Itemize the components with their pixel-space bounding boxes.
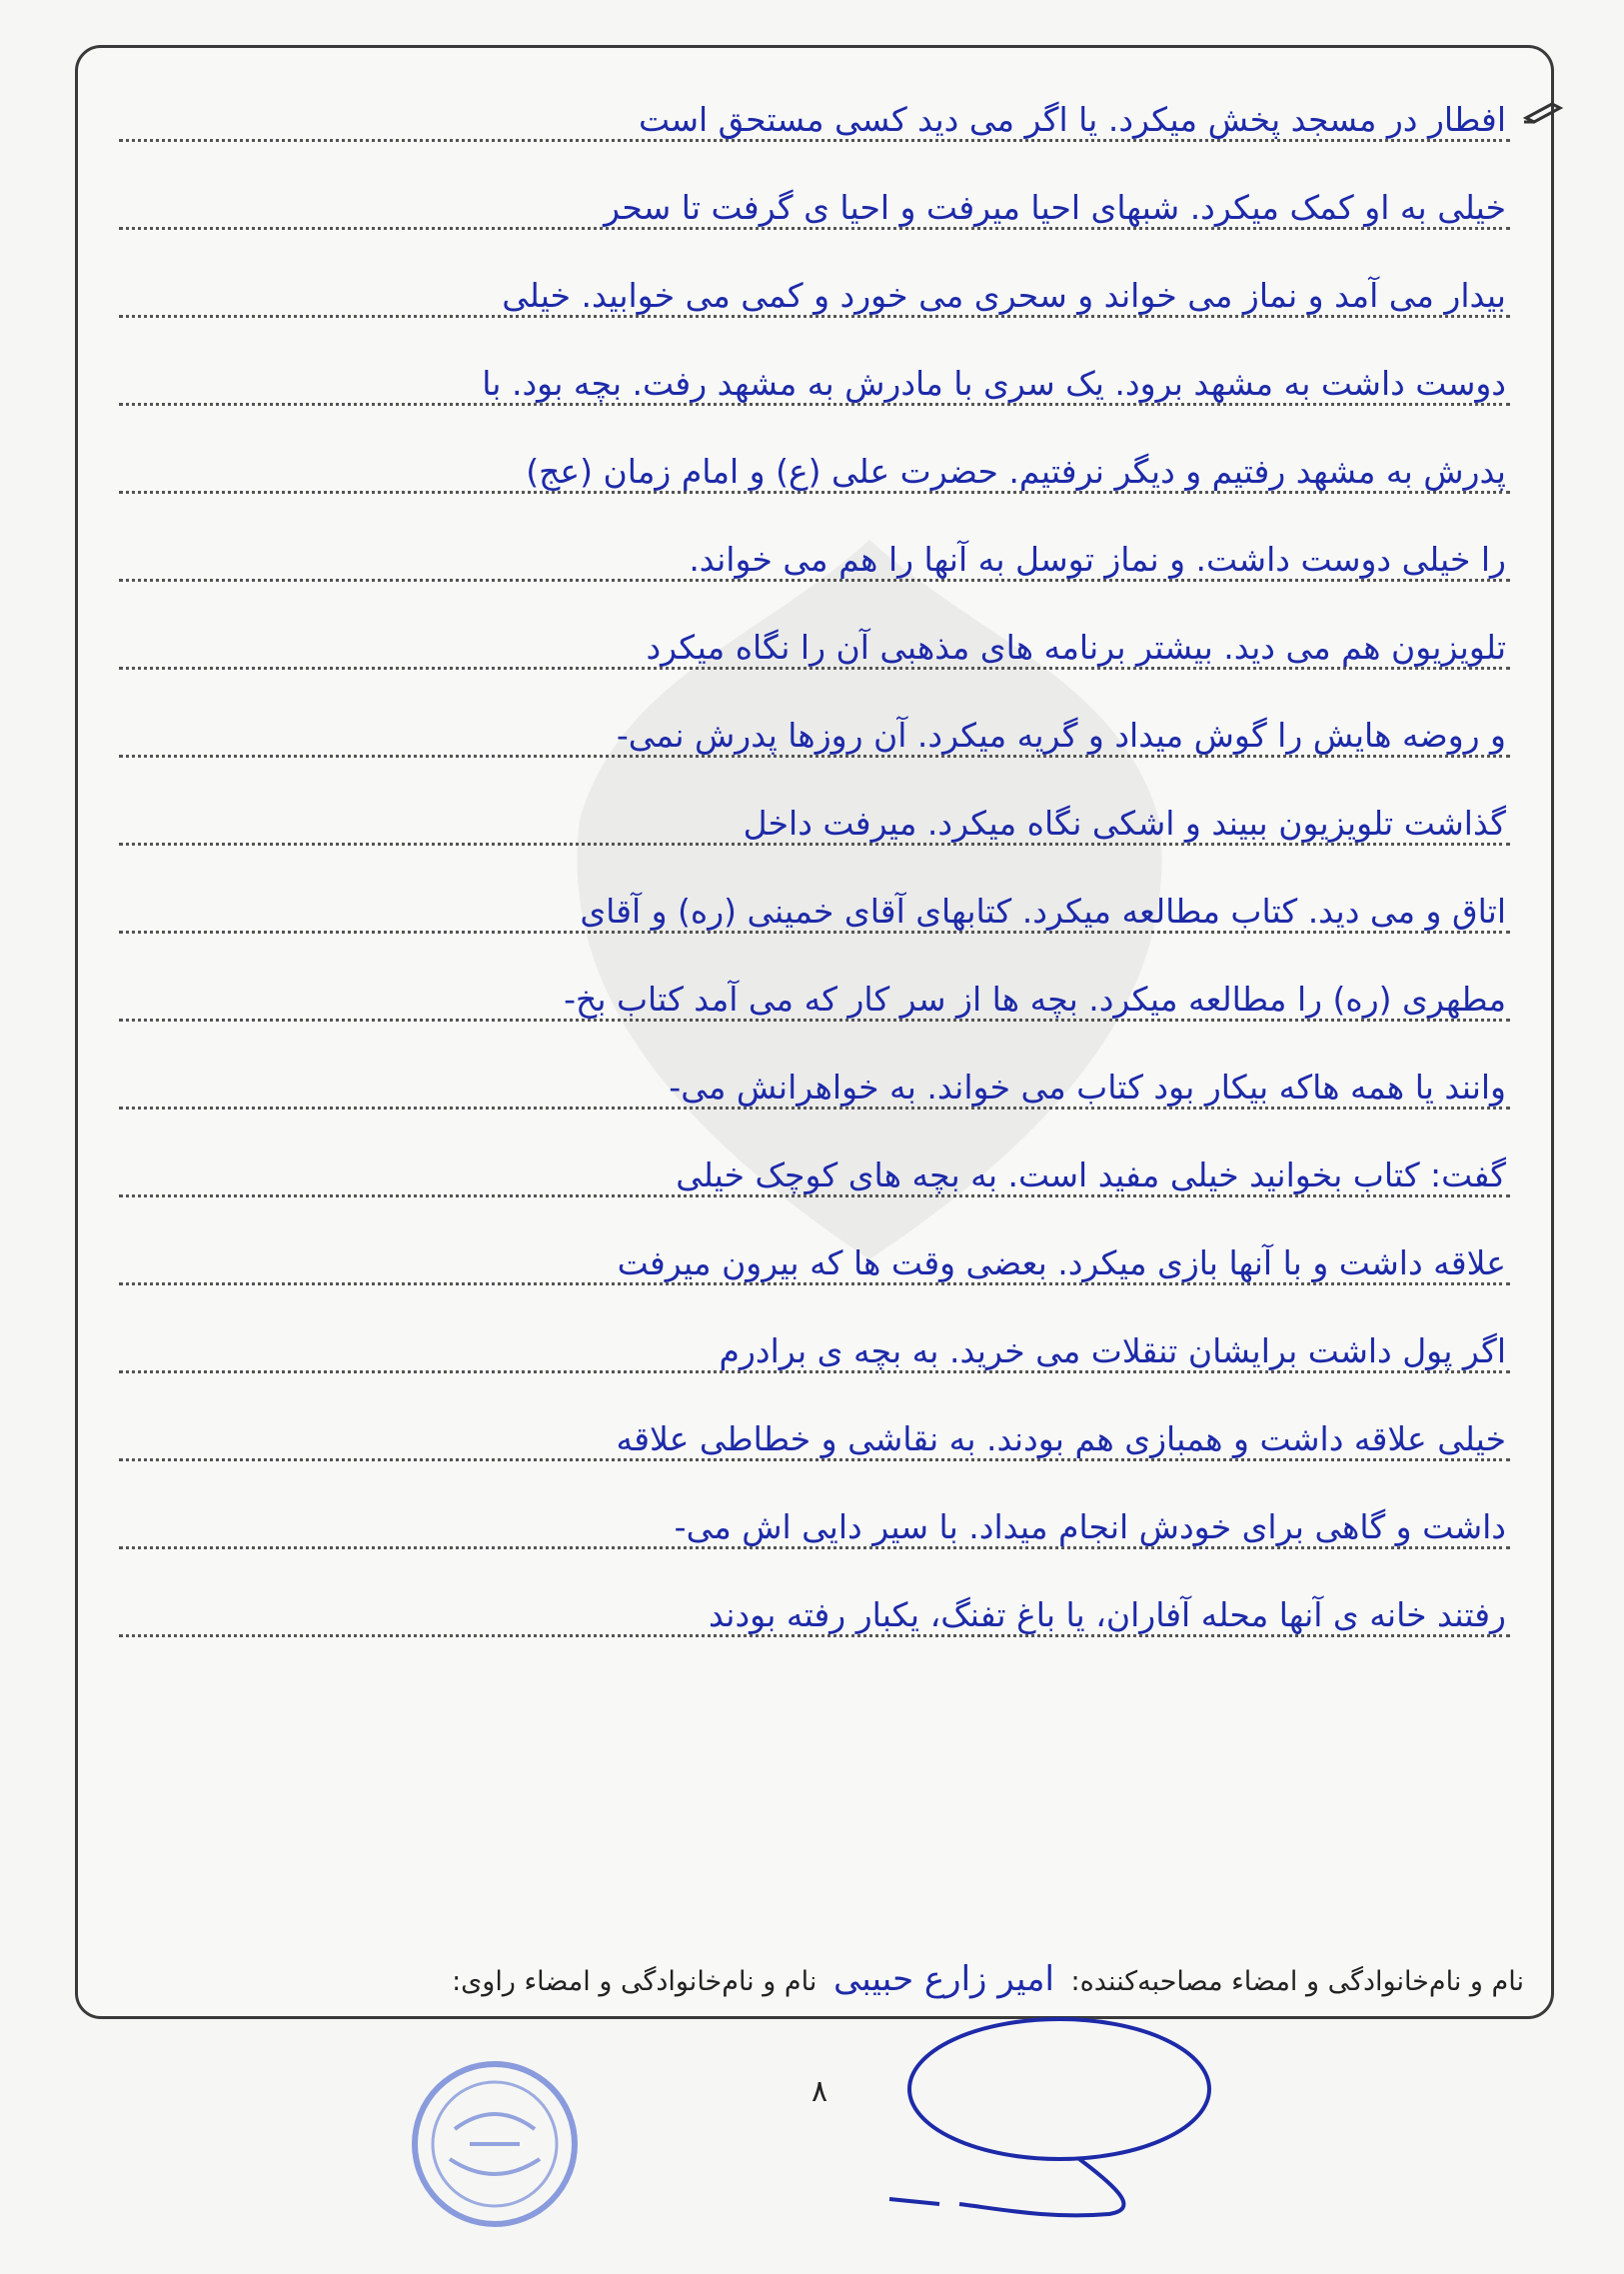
text-line: اتاق و می دید. کتاب مطالعه میکرد. کتابهای آقای خمینی (ره) و آقای <box>95 852 1534 940</box>
text-line: رفتند خانه ی آنها محله آفاران، یا باغ تفنگ، یکبار رفته بودند <box>95 1555 1534 1643</box>
text-line: مطهری (ره) را مطالعه میکرد. بچه ها از سر کار که می آمد کتاب بخ- <box>95 940 1534 1028</box>
stamp-seal <box>400 2049 590 2239</box>
signature <box>879 2009 1259 2229</box>
text-line: افطار در مسجد پخش میکرد. یا اگر می دید کسی مستحق است <box>95 60 1534 148</box>
text-line: گفت: کتاب بخوانید خیلی مفید است. به بچه های کوچک خیلی <box>95 1116 1534 1203</box>
text-line: علاقه داشت و با آنها بازی میکرد. بعضی وقت ها که بیرون میرفت <box>95 1203 1534 1291</box>
page-number: ۸ <box>811 2074 828 2109</box>
text-line: خیلی به او کمک میکرد. شبهای احیا میرفت و احیا ی گرفت تا سحر <box>95 148 1534 236</box>
interviewer-name: امیر زارع حبیبی <box>832 1959 1054 1999</box>
text-line: خیلی علاقه داشت و همبازی هم بودند. به نقاشی و خطاطی علاقه <box>95 1379 1534 1467</box>
handwritten-text-block <box>95 60 1534 1643</box>
text-line: داشت و گاهی برای خودش انجام میداد. با سیر دایی اش می- <box>95 1467 1534 1555</box>
text-line: وانند یا همه هاکه بیکار بود کتاب می خواند. به خواهرانش می- <box>95 1028 1534 1116</box>
text-line: اگر پول داشت برایشان تنقلات می خرید. به بچه ی برادرم <box>95 1291 1534 1379</box>
text-line: پدرش به مشهد رفتیم و دیگر نرفتیم. حضرت علی (ع) و امام زمان (عج) <box>95 412 1534 500</box>
text-line: گذاشت تلویزیون ببیند و اشکی نگاه میکرد. میرفت داخل <box>95 764 1534 852</box>
interviewer-label: نام و نام‌خانوادگی و امضاء مصاحبه‌کننده: <box>1070 1966 1524 1997</box>
narrator-label: نام و نام‌خانوادگی و امضاء راوی: <box>452 1966 817 1997</box>
text-line: را خیلی دوست داشت. و نماز توسل به آنها را هم می خواند. <box>95 500 1534 588</box>
footer-signature-labels <box>452 1959 1524 1999</box>
text-line: بیدار می آمد و نماز می خواند و سحری می خورد و کمی می خوابید. خیلی <box>95 236 1534 324</box>
text-line: و روضه هایش را گوش میداد و گریه میکرد. آن روزها پدرش نمی- <box>95 676 1534 764</box>
text-line: تلویزیون هم می دید. بیشتر برنامه های مذهبی آن را نگاه میکرد <box>95 588 1534 676</box>
text-line: دوست داشت به مشهد برود. یک سری با مادرش به مشهد رفت. بچه بود. با <box>95 324 1534 412</box>
